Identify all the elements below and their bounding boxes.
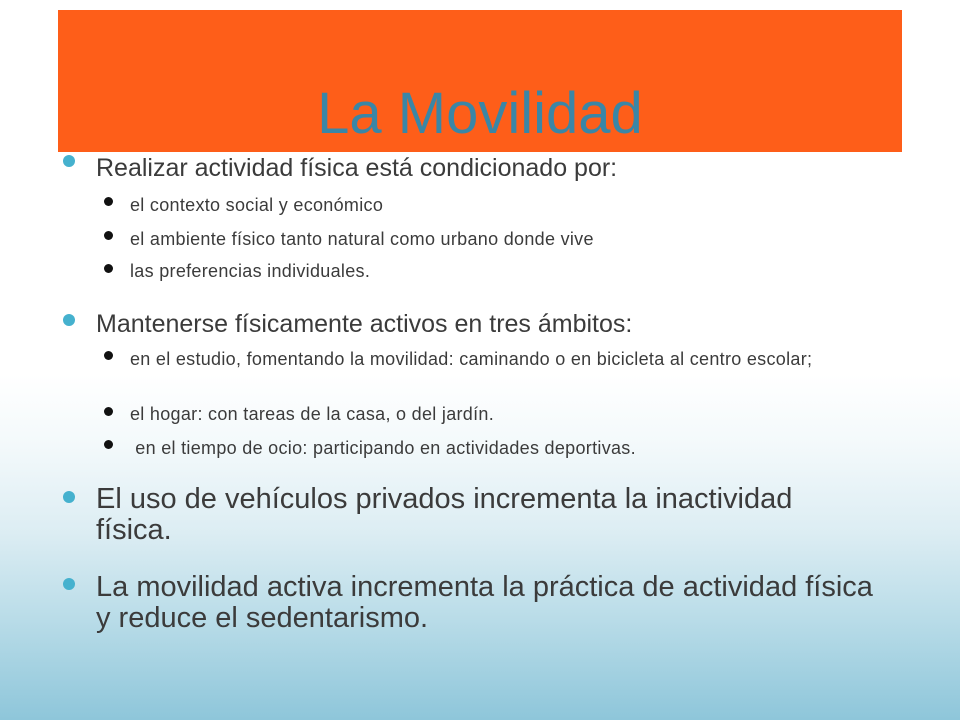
bullet-marker: [63, 578, 75, 590]
bullet-item: La movilidad activa incrementa la práctica de actividad física y reduce el sedentarismo.: [96, 571, 873, 634]
sub-bullet-marker: [104, 351, 113, 360]
sub-bullet-marker: [104, 197, 113, 206]
sub-bullet-item: el ambiente físico tanto natural como urbano donde vive: [130, 229, 594, 249]
sub-bullet-item: el contexto social y económico: [130, 195, 384, 215]
sub-bullet-item: el hogar: con tareas de la casa, o del jardín.: [130, 404, 495, 424]
sub-bullet-marker: [104, 231, 113, 240]
bullet-item: Mantenerse físicamente activos en tres ámbitos:: [96, 310, 633, 338]
bullet-item: Realizar actividad física está condicionado por:: [96, 154, 618, 182]
bullet-marker: [63, 491, 75, 503]
bullet-marker: [63, 314, 75, 326]
sub-bullet-marker: [104, 407, 113, 416]
sub-bullet-item: las preferencias individuales.: [130, 261, 371, 281]
bullet-item: El uso de vehículos privados incrementa la inactividad física.: [96, 483, 793, 546]
sub-bullet-marker: [104, 264, 113, 273]
sub-bullet-item: en el estudio, fomentando la movilidad: caminando o en bicicleta al centro escolar;: [130, 349, 813, 369]
slide-title: La Movilidad: [317, 81, 643, 146]
bullet-marker: [63, 155, 75, 167]
sub-bullet-marker: [104, 440, 113, 449]
sub-bullet-item: en el tiempo de ocio: participando en actividades deportivas.: [130, 438, 636, 458]
